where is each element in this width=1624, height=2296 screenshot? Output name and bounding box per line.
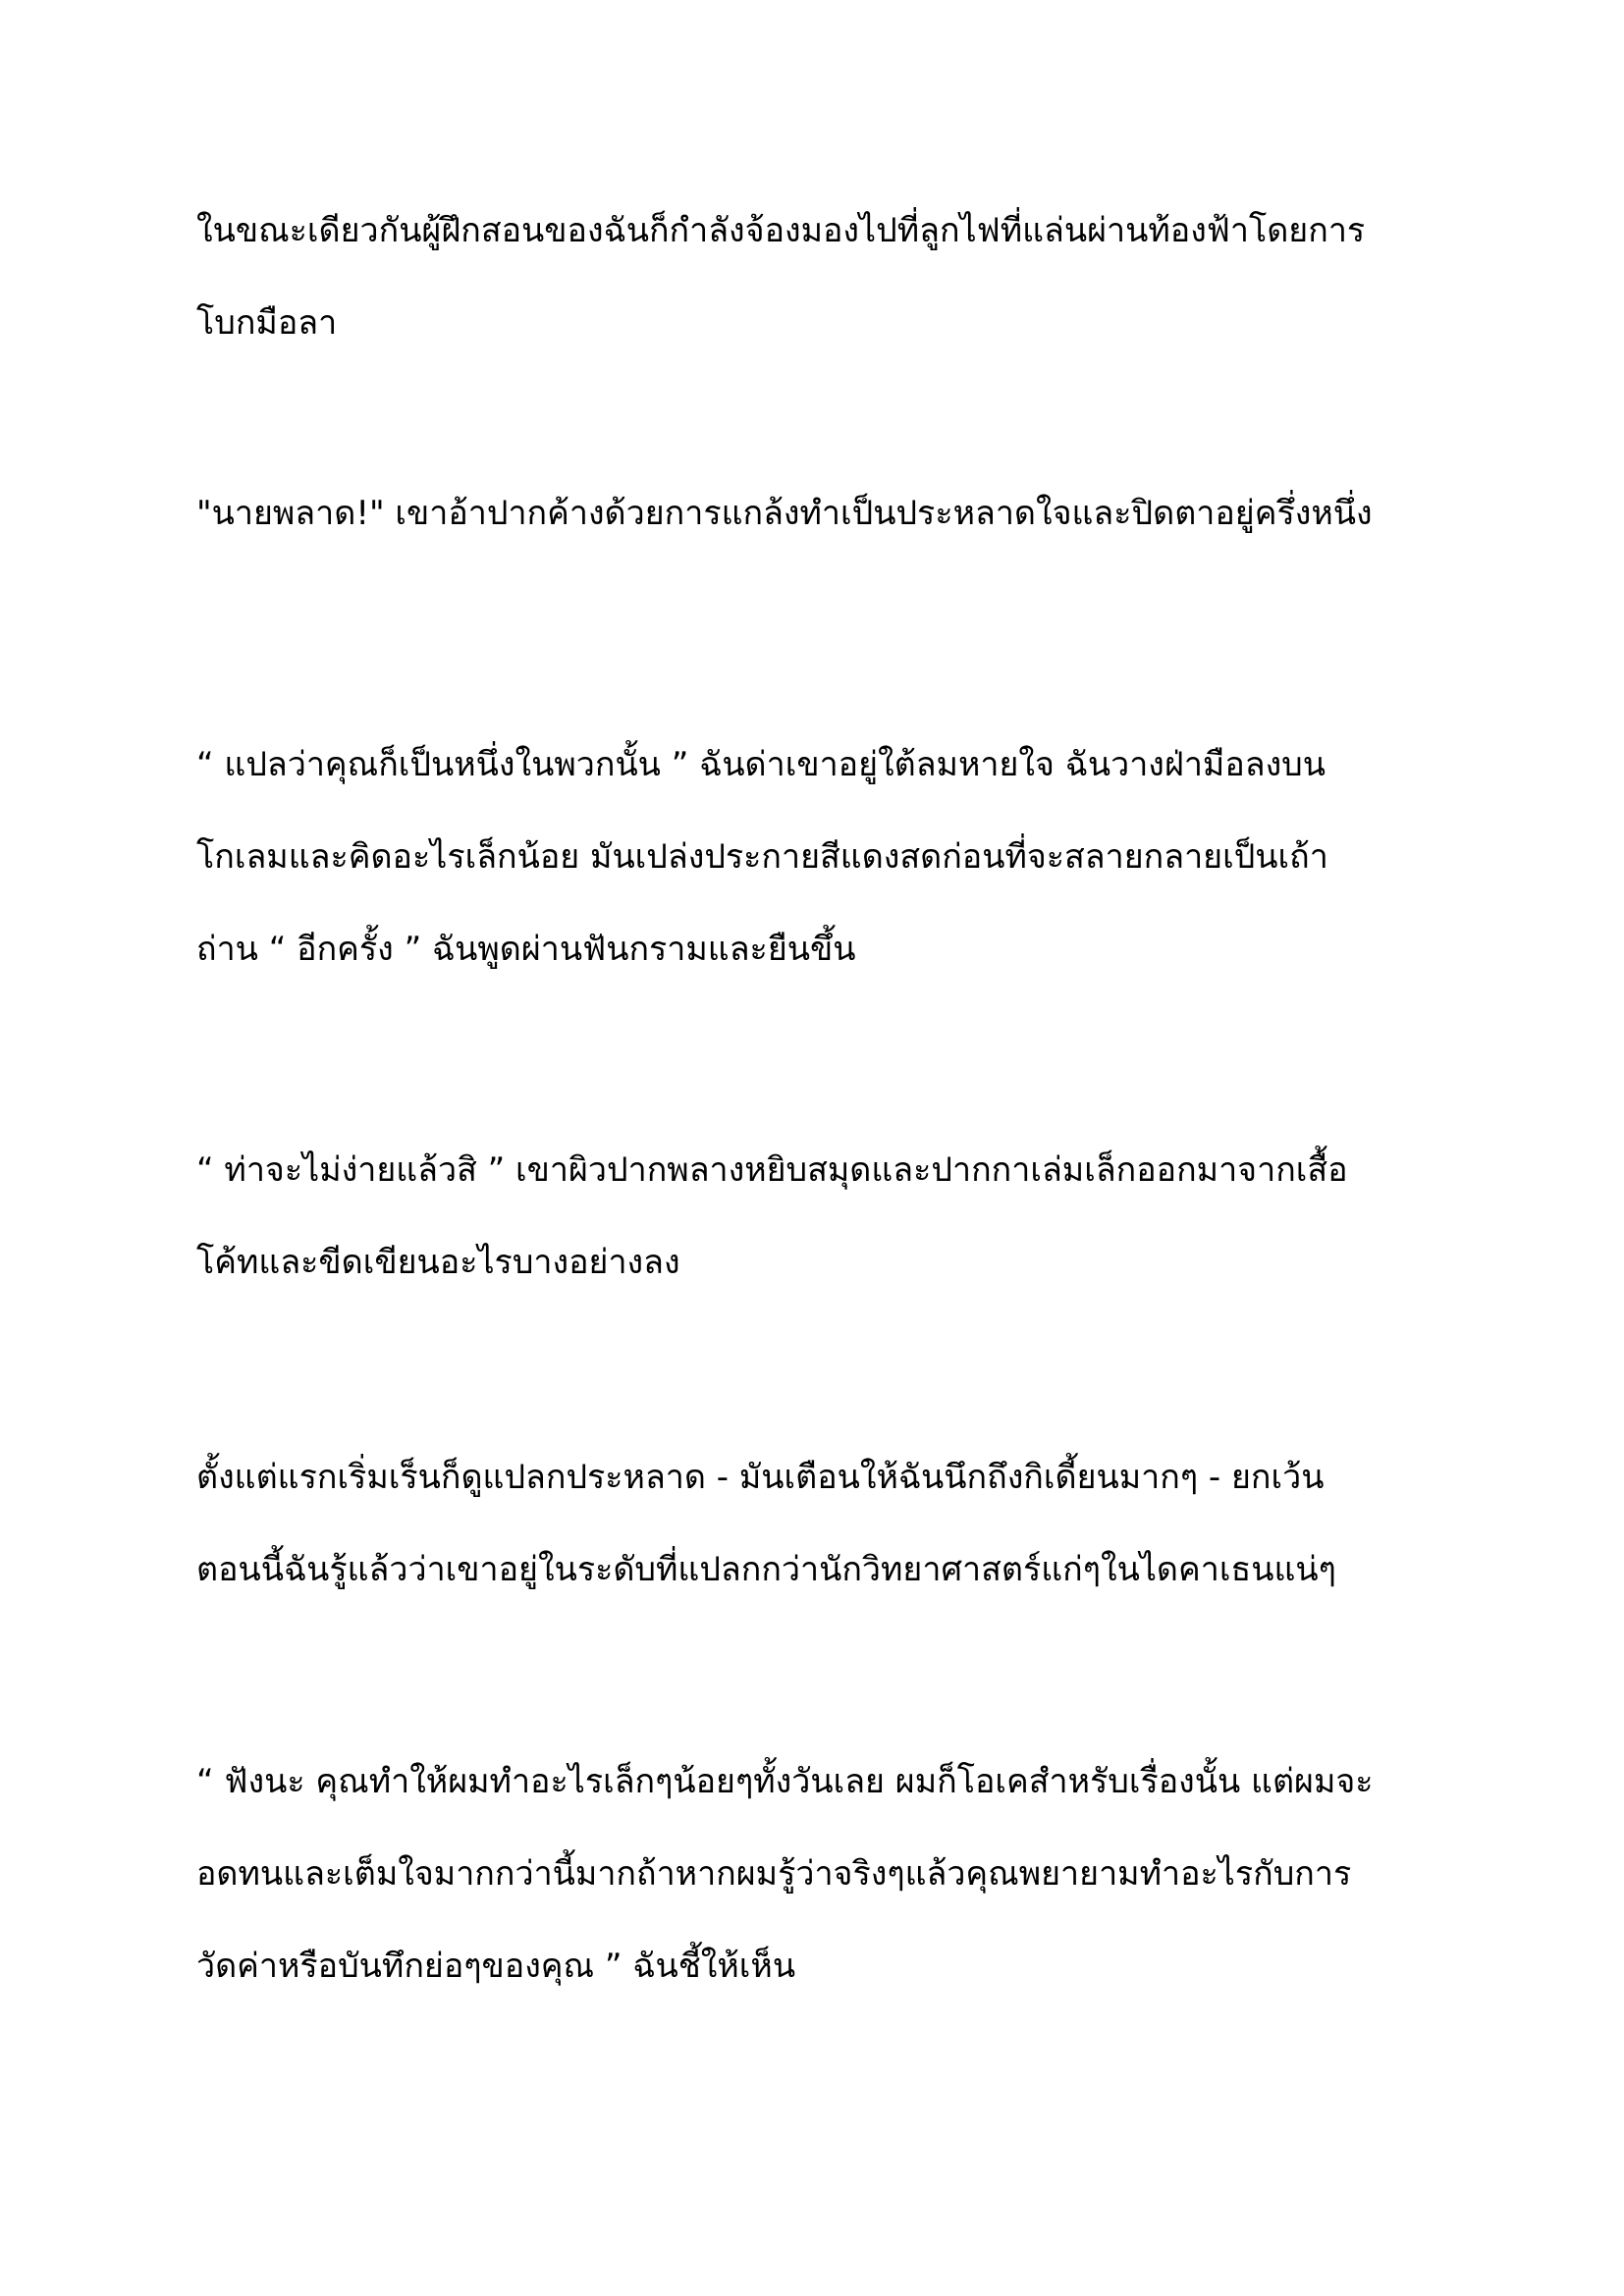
paragraph-3 (196, 719, 1463, 995)
paragraph-5 (196, 1431, 1463, 1616)
paragraph-line: วัดค่าหรือบันทึกย่อๆของคุณ ” ฉันชี้ให้เห็น (196, 1947, 796, 1986)
paragraph-1 (196, 185, 1463, 369)
paragraph-line: ในขณะเดียวกันผู้ฝึกสอนของฉันก็กำลังจ้องมองไปที่ลูกไฟที่แล่นผ่านท้องฟ้าโดยการ (196, 211, 1366, 250)
paragraph-line: ตั้งแต่แรกเริ่มเร็นก็ดูแปลกประหลาด - มันเตือนให้ฉันนึกถึงกิเดี้ยนมากๆ - ยกเว้น (196, 1458, 1325, 1497)
paragraph-line: ถ่าน “ อีกครั้ง ” ฉันพูดผ่านฟันกรามและยืนขึ้น (196, 930, 856, 969)
paragraph-line: “ แปลว่าคุณก็เป็นหนึ่งในพวกนั้น ” ฉันด่าเขาอยู่ใต้ลมหายใจ ฉันวางฝ่ามือลงบน (196, 745, 1326, 784)
paragraph-line: “ ท่าจะไม่ง่ายแล้วสิ ” เขาผิวปากพลางหยิบสมุดและปากกาเล่มเล็กออกมาจากเสื้อ (196, 1150, 1348, 1190)
paragraph-6 (196, 1735, 1463, 2012)
paragraph-line: โบกมือลา (196, 303, 338, 343)
paragraph-line: โกเลมและคิดอะไรเล็กน้อย มันเปล่งประกายสีแดงสดก่อนที่จะสลายกลายเป็นเถ้า (196, 837, 1328, 877)
paragraph-line: โค้ทและขีดเขียนอะไรบางอย่างลง (196, 1243, 680, 1282)
paragraph-2 (196, 467, 1463, 560)
paragraph-line: อดทนและเต็มใจมากกว่านี้มากถ้าหากผมรู้ว่าจริงๆแล้วคุณพยายามทำอะไรกับการ (196, 1854, 1352, 1894)
paragraph-line: ตอนนี้ฉันรู้แล้วว่าเขาอยู่ในระดับที่แปลกกว่านักวิทยาศาสตร์แก่ๆในไดคาเธนแน่ๆ (196, 1550, 1336, 1589)
paragraph-line: "นายพลาด!" เขาอ้าปากค้างด้วยการแกล้งทำเป็นประหลาดใจและปิดตาอยู่ครึ่งหนึ่ง (196, 494, 1373, 533)
paragraph-4 (196, 1124, 1463, 1308)
paragraph-line: “ ฟังนะ คุณทำให้ผมทำอะไรเล็กๆน้อยๆทั้งวันเลย ผมก็โอเคสำหรับเรื่องนั้น แต่ผมจะ (196, 1762, 1374, 1801)
